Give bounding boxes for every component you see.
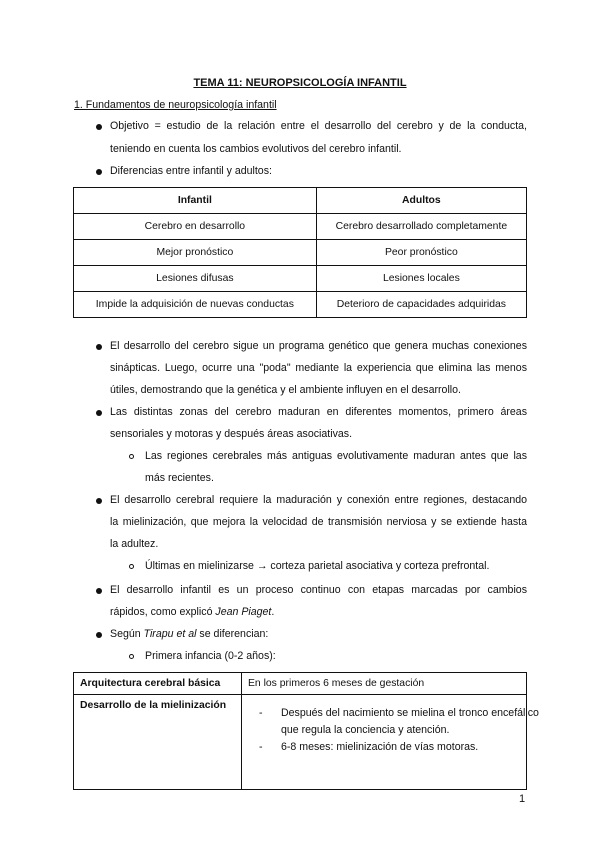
- bullet-text: Diferencias entre infantil y adultos:: [110, 165, 272, 177]
- sub-bullet-text: Primera infancia (0-2 años):: [145, 650, 276, 662]
- author-name: Tirapu et al: [143, 628, 197, 640]
- table-row: [74, 240, 527, 266]
- bullet-marker: [96, 632, 102, 638]
- list-item-text: que regula la conciencia y atención.: [281, 724, 450, 736]
- list-item-text: Después del nacimiento se mielina el tronco encefálico: [281, 707, 539, 719]
- sub-bullet-marker: [129, 654, 134, 659]
- page-number: 1: [519, 793, 526, 805]
- sub-bullet-marker: [129, 454, 134, 459]
- bullet-text-part: rápidos, como explicó: [110, 606, 216, 618]
- document-title: TEMA 11: NEUROPSICOLOGÍA INFANTIL: [193, 77, 407, 89]
- bullet-text: la adultez.: [110, 538, 159, 550]
- bullet-text: [110, 606, 274, 618]
- dash-marker: -: [259, 707, 263, 719]
- table-row: [74, 292, 527, 318]
- bullet-marker: [96, 498, 102, 504]
- table-header-row: [74, 188, 527, 214]
- bullet-text: Objetivo = estudio de la relación entre el desarrollo del cerebro y de la conducta,: [110, 120, 527, 132]
- sub-bullet-text: más recientes.: [145, 472, 214, 484]
- table-label-cell: Desarrollo de la mielinización: [74, 695, 242, 790]
- sub-bullet-text: Las regiones cerebrales más antiguas evolutivamente maduran antes que las: [145, 450, 527, 462]
- bullet-text: sinápticas. Luego, ocurre una "poda" mediante la experiencia que elimina las menos: [110, 362, 527, 374]
- table-cell: Lesiones difusas: [74, 266, 317, 292]
- table-label-cell: Arquitectura cerebral básica: [74, 673, 242, 695]
- table-row: [74, 214, 527, 240]
- sub-bullet-marker: [129, 564, 134, 569]
- table-cell: Peor pronóstico: [316, 240, 526, 266]
- list-item-text: 6-8 meses: mielinización de vías motoras.: [281, 741, 479, 753]
- bullet-marker: [96, 410, 102, 416]
- bullet-text: sensoriales y motoras y después áreas asociativas.: [110, 428, 353, 440]
- comparison-table: [73, 187, 527, 318]
- table-cell: Lesiones locales: [316, 266, 526, 292]
- table-header-cell: Adultos: [316, 188, 526, 214]
- bullet-text: El desarrollo del cerebro sigue un programa genético que genera muchas conexiones: [110, 340, 527, 352]
- bullet-marker: [96, 124, 102, 130]
- author-name: Jean Piaget: [215, 606, 272, 618]
- table-cell: En los primeros 6 meses de gestación: [242, 673, 527, 695]
- table-cell: Mejor pronóstico: [74, 240, 317, 266]
- dash-marker: -: [259, 741, 263, 753]
- bullet-text-part: .: [271, 606, 275, 618]
- table-cell: Impide la adquisición de nuevas conductas: [74, 292, 317, 318]
- bullet-marker: [96, 588, 102, 594]
- bullet-text: útiles, demostrando que la genética y el ambiente influyen en el desarrollo.: [110, 384, 461, 396]
- table-header-cell: Infantil: [74, 188, 317, 214]
- bullet-marker: [96, 344, 102, 350]
- table-cell: Cerebro en desarrollo: [74, 214, 317, 240]
- bullet-text: El desarrollo infantil es un proceso continuo con etapas marcadas por cambios: [110, 584, 527, 596]
- bullet-text-part: se diferencian:: [196, 628, 269, 640]
- table-cell: Deterioro de capacidades adquiridas: [316, 292, 526, 318]
- table-cell: Cerebro desarrollado completamente: [316, 214, 526, 240]
- section-heading: 1. Fundamentos de neuropsicología infantil: [74, 99, 277, 111]
- bullet-text: teniendo en cuenta los cambios evolutivos del cerebro infantil.: [110, 143, 402, 155]
- bullet-text: Las distintas zonas del cerebro maduran en diferentes momentos, primero áreas: [110, 406, 527, 418]
- sub-bullet-text: Últimas en mielinizarse → corteza parietal asociativa y corteza prefrontal.: [145, 560, 490, 572]
- bullet-text: la mielinización, que mejora la velocidad de transmisión nerviosa y se extiende hasta: [110, 516, 527, 528]
- table-row: [74, 266, 527, 292]
- bullet-text-part: Según: [110, 628, 144, 640]
- bullet-text: [110, 628, 268, 640]
- table-row: [74, 673, 527, 695]
- bullet-marker: [96, 169, 102, 175]
- bullet-text: El desarrollo cerebral requiere la maduración y conexión entre regiones, destacando: [110, 494, 527, 506]
